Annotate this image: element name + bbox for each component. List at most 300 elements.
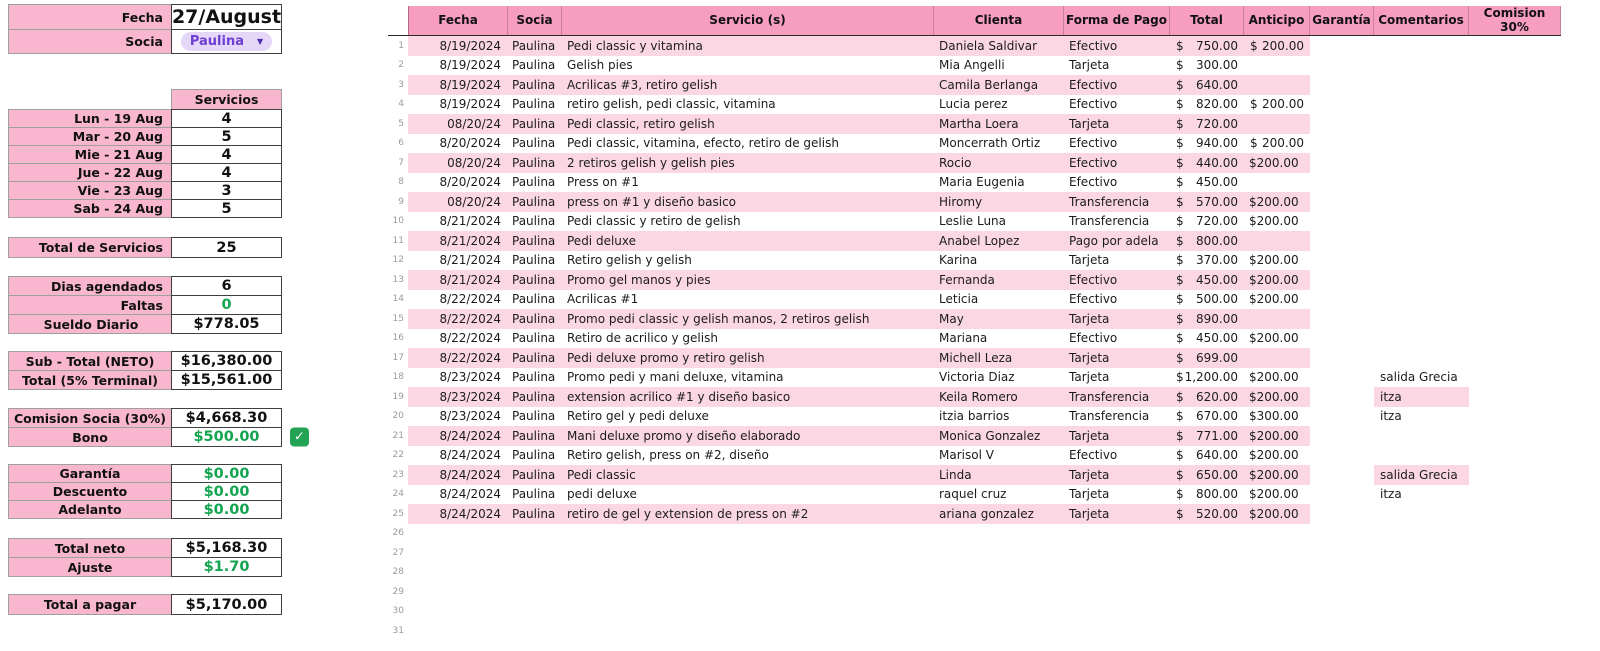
cell-fecha[interactable]: 08/20/24 xyxy=(408,114,508,134)
cell-servicio[interactable]: Pedi classic xyxy=(562,465,934,485)
cell-total[interactable] xyxy=(1170,153,1244,173)
row-number[interactable]: 4 xyxy=(398,99,404,110)
cell-garantia[interactable] xyxy=(1310,173,1374,193)
cell-forma-pago[interactable]: Efectivo xyxy=(1064,270,1170,290)
cell-forma-pago[interactable]: Efectivo xyxy=(1069,331,1118,346)
cell-forma-pago[interactable]: Tarjeta xyxy=(1064,426,1170,446)
cell-fecha[interactable]: 8/23/2024 xyxy=(439,409,501,424)
cell-clienta[interactable]: ariana gonzalez xyxy=(934,504,1064,524)
cell-servicio[interactable]: Retiro gelish, press on #2, diseño xyxy=(567,448,769,463)
row-number[interactable]: 22 xyxy=(392,450,404,461)
cell-socia[interactable]: Paulina xyxy=(508,309,562,329)
cell-fecha[interactable]: 8/21/2024 xyxy=(439,253,501,268)
cell-socia[interactable]: Paulina xyxy=(508,504,562,524)
descuento-value[interactable]: $0.00 xyxy=(171,482,282,501)
cell-forma-pago[interactable]: Transferencia xyxy=(1069,409,1150,424)
column-header-socia[interactable]: Socia xyxy=(508,6,562,35)
cell-forma-pago[interactable]: Pago por adela xyxy=(1064,231,1170,251)
cell-total[interactable] xyxy=(1170,446,1244,466)
cell-anticipo[interactable]: $200.00 xyxy=(1249,253,1299,268)
cell-forma-pago[interactable]: Transferencia xyxy=(1069,214,1150,229)
cell-comentarios[interactable] xyxy=(1374,329,1469,349)
cell-servicio[interactable]: Retiro de acrilico y gelish xyxy=(567,331,718,346)
cell-anticipo[interactable]: $200.00 xyxy=(1249,487,1299,502)
cell-clienta[interactable]: Anabel Lopez xyxy=(934,231,1064,251)
cell-forma-pago[interactable]: Efectivo xyxy=(1064,75,1170,95)
cell-forma-pago[interactable]: Efectivo xyxy=(1064,36,1170,56)
cell-servicio[interactable]: Pedi classic y vitamina xyxy=(562,36,934,56)
cell-socia[interactable]: Paulina xyxy=(512,175,556,190)
cell-anticipo[interactable] xyxy=(1244,114,1310,134)
cell-servicio[interactable]: Pedi deluxe promo y retiro gelish xyxy=(562,348,934,368)
cell-total[interactable] xyxy=(1170,485,1244,505)
total-5-terminal-label[interactable]: Total (5% Terminal) xyxy=(8,370,172,390)
cell-forma-pago[interactable]: Efectivo xyxy=(1069,292,1118,307)
cell-forma-pago[interactable]: Efectivo xyxy=(1069,175,1118,190)
cell-anticipo[interactable] xyxy=(1244,75,1310,95)
cell-garantia[interactable] xyxy=(1310,75,1374,95)
mar-20-aug-label[interactable]: Mar - 20 Aug xyxy=(8,127,172,146)
cell-total[interactable] xyxy=(1170,329,1244,349)
cell-clienta[interactable]: Michell Leza xyxy=(934,348,1064,368)
adelanto-value[interactable]: $0.00 xyxy=(171,500,282,519)
bono-value[interactable]: $500.00 xyxy=(171,427,282,447)
cell-garantia[interactable] xyxy=(1310,231,1374,251)
servicios-column-header[interactable]: Servicios xyxy=(171,89,282,110)
cell-comentarios[interactable] xyxy=(1374,173,1469,193)
fecha-value-cell[interactable]: 27/August xyxy=(171,6,282,28)
cell-forma-pago[interactable]: Tarjeta xyxy=(1069,370,1110,385)
row-number[interactable]: 26 xyxy=(392,528,404,539)
cell-comentarios[interactable] xyxy=(1374,348,1469,368)
cell-garantia[interactable] xyxy=(1310,212,1374,232)
cell-anticipo[interactable]: $200.00 xyxy=(1244,426,1310,446)
cell-clienta[interactable]: Monica Gonzalez xyxy=(934,426,1064,446)
cell-clienta[interactable]: Linda xyxy=(934,465,1064,485)
cell-servicio[interactable]: retiro de gel y extension de press on #2 xyxy=(562,504,934,524)
cell-socia[interactable]: Paulina xyxy=(512,136,556,151)
cell-forma-pago[interactable]: Efectivo xyxy=(1069,448,1118,463)
sub-total-neto-value[interactable]: $16,380.00 xyxy=(171,351,282,371)
cell-fecha[interactable]: 8/24/2024 xyxy=(439,448,501,463)
cell-comentarios[interactable]: salida Grecia xyxy=(1380,370,1458,385)
total-a-pagar-label[interactable]: Total a pagar xyxy=(8,594,172,615)
sab-24-aug-value[interactable]: 5 xyxy=(171,199,282,218)
jue-22-aug-value[interactable]: 4 xyxy=(171,163,282,182)
cell-anticipo[interactable] xyxy=(1244,348,1310,368)
cell-forma-pago[interactable]: Tarjeta xyxy=(1064,114,1170,134)
cell-comentarios[interactable] xyxy=(1374,153,1469,173)
cell-fecha[interactable]: 08/20/24 xyxy=(408,192,508,212)
cell-socia[interactable]: Paulina xyxy=(508,192,562,212)
cell-anticipo[interactable]: $200.00 xyxy=(1249,448,1299,463)
socia-cell[interactable] xyxy=(171,29,282,54)
cell-servicio[interactable]: Pedi deluxe xyxy=(562,231,934,251)
total-a-pagar-value[interactable]: $5,170.00 xyxy=(171,594,282,615)
dias-agendados-value[interactable]: 6 xyxy=(171,276,282,296)
cell-comentarios[interactable] xyxy=(1374,426,1469,446)
cell-garantia[interactable] xyxy=(1310,114,1374,134)
cell-servicio[interactable]: 2 retiros gelish y gelish pies xyxy=(562,153,934,173)
column-header-forma-de-pago[interactable]: Forma de Pago xyxy=(1064,6,1170,35)
row-number[interactable]: 29 xyxy=(392,586,404,597)
cell-comision[interactable] xyxy=(1469,290,1561,310)
cell-fecha[interactable]: 8/21/2024 xyxy=(408,231,508,251)
cell-garantia[interactable] xyxy=(1310,153,1374,173)
cell-forma-pago[interactable]: Transferencia xyxy=(1064,387,1170,407)
cell-socia[interactable]: Paulina xyxy=(508,465,562,485)
cell-comentarios[interactable] xyxy=(1374,504,1469,524)
cell-total[interactable] xyxy=(1170,75,1244,95)
cell-socia[interactable]: Paulina xyxy=(508,387,562,407)
cell-garantia[interactable] xyxy=(1310,348,1374,368)
cell-comentarios[interactable] xyxy=(1374,114,1469,134)
cell-comision[interactable] xyxy=(1469,329,1561,349)
column-header-clienta[interactable]: Clienta xyxy=(934,6,1064,35)
cell-total[interactable] xyxy=(1170,114,1244,134)
column-header-garant-a[interactable]: Garantía xyxy=(1310,6,1374,35)
cell-clienta[interactable]: Moncerrath Ortiz xyxy=(939,136,1041,151)
cell-comentarios[interactable] xyxy=(1374,75,1469,95)
cell-socia[interactable]: Paulina xyxy=(508,426,562,446)
bono-label[interactable]: Bono xyxy=(8,427,172,447)
cell-servicio[interactable]: Pedi classic, retiro gelish xyxy=(562,114,934,134)
cell-fecha[interactable]: 8/22/2024 xyxy=(408,348,508,368)
cell-comentarios[interactable] xyxy=(1374,134,1469,154)
cell-forma-pago[interactable]: Tarjeta xyxy=(1064,504,1170,524)
total-de-servicios-label[interactable]: Total de Servicios xyxy=(8,237,172,258)
cell-garantia[interactable] xyxy=(1310,56,1374,76)
cell-garantia[interactable] xyxy=(1310,192,1374,212)
cell-comentarios[interactable] xyxy=(1374,36,1469,56)
cell-anticipo[interactable] xyxy=(1244,173,1310,193)
ajuste-label[interactable]: Ajuste xyxy=(8,557,172,577)
cell-clienta[interactable]: Marisol V xyxy=(939,448,994,463)
comision-socia-30-label[interactable]: Comision Socia (30%) xyxy=(8,408,172,428)
cell-total[interactable] xyxy=(1170,36,1244,56)
column-header-fecha[interactable]: Fecha xyxy=(408,6,508,35)
row-number[interactable]: 11 xyxy=(392,235,404,246)
cell-fecha[interactable]: 8/22/2024 xyxy=(439,292,501,307)
row-number[interactable]: 14 xyxy=(392,294,404,305)
cell-clienta[interactable]: Rocio xyxy=(934,153,1064,173)
cell-servicio[interactable]: Promo pedi classic y gelish manos, 2 retiros gelish xyxy=(562,309,934,329)
cell-socia[interactable]: Paulina xyxy=(508,153,562,173)
cell-servicio[interactable]: Pedi classic y retiro de gelish xyxy=(567,214,741,229)
cell-comision[interactable] xyxy=(1469,504,1561,524)
cell-forma-pago[interactable]: Tarjeta xyxy=(1069,253,1110,268)
garant-a-label[interactable]: Garantía xyxy=(8,464,172,483)
cell-anticipo[interactable]: $200.00 xyxy=(1244,465,1310,485)
garant-a-value[interactable]: $0.00 xyxy=(171,464,282,483)
row-number[interactable]: 27 xyxy=(392,547,404,558)
cell-comision[interactable] xyxy=(1469,153,1561,173)
ajuste-value[interactable]: $1.70 xyxy=(171,557,282,577)
cell-clienta[interactable]: Fernanda xyxy=(934,270,1064,290)
row-number[interactable]: 21 xyxy=(392,430,404,441)
cell-comision[interactable] xyxy=(1469,407,1561,427)
cell-forma-pago[interactable]: Transferencia xyxy=(1064,192,1170,212)
row-number[interactable]: 16 xyxy=(392,333,404,344)
cell-comision[interactable] xyxy=(1469,348,1561,368)
cell-anticipo[interactable]: $300.00 xyxy=(1249,409,1299,424)
cell-total[interactable] xyxy=(1170,368,1244,388)
descuento-label[interactable]: Descuento xyxy=(8,482,172,501)
cell-comision[interactable] xyxy=(1469,134,1561,154)
cell-garantia[interactable] xyxy=(1310,309,1374,329)
faltas-label[interactable]: Faltas xyxy=(8,295,172,315)
sueldo-diario-label[interactable]: Sueldo Diario xyxy=(8,314,172,334)
cell-total[interactable] xyxy=(1170,56,1244,76)
cell-comentarios[interactable] xyxy=(1374,309,1469,329)
row-number[interactable]: 1 xyxy=(398,40,404,51)
row-number[interactable]: 30 xyxy=(392,606,404,617)
cell-clienta[interactable]: Karina xyxy=(939,253,978,268)
mie-21-aug-label[interactable]: Mie - 21 Aug xyxy=(8,145,172,164)
cell-socia[interactable]: Paulina xyxy=(508,231,562,251)
cell-clienta[interactable]: Daniela Saldivar xyxy=(934,36,1064,56)
total-neto-label[interactable]: Total neto xyxy=(8,538,172,558)
jue-22-aug-label[interactable]: Jue - 22 Aug xyxy=(8,163,172,182)
cell-garantia[interactable] xyxy=(1310,426,1374,446)
cell-total[interactable] xyxy=(1170,387,1244,407)
cell-socia[interactable]: Paulina xyxy=(508,114,562,134)
cell-comentarios[interactable] xyxy=(1374,270,1469,290)
cell-comision[interactable] xyxy=(1469,95,1561,115)
cell-anticipo[interactable] xyxy=(1244,95,1310,115)
cell-clienta[interactable]: Keila Romero xyxy=(934,387,1064,407)
cell-comision[interactable] xyxy=(1469,173,1561,193)
row-number[interactable]: 15 xyxy=(392,313,404,324)
cell-garantia[interactable] xyxy=(1310,251,1374,271)
cell-socia[interactable]: Paulina xyxy=(512,331,556,346)
cell-comision[interactable] xyxy=(1469,387,1561,407)
row-number[interactable]: 13 xyxy=(392,274,404,285)
row-number[interactable]: 8 xyxy=(398,177,404,188)
cell-socia[interactable]: Paulina xyxy=(512,253,556,268)
cell-comision[interactable] xyxy=(1469,446,1561,466)
cell-comision[interactable] xyxy=(1469,465,1561,485)
cell-anticipo[interactable]: $200.00 xyxy=(1249,292,1299,307)
dias-agendados-label[interactable]: Dias agendados xyxy=(8,276,172,296)
cell-fecha[interactable]: 8/19/2024 xyxy=(408,36,508,56)
row-number[interactable]: 2 xyxy=(398,60,404,71)
cell-socia[interactable]: Paulina xyxy=(512,370,556,385)
cell-fecha[interactable]: 8/23/2024 xyxy=(408,387,508,407)
cell-servicio[interactable]: press on #1 y diseño basico xyxy=(562,192,934,212)
cell-comentarios[interactable]: itza xyxy=(1374,387,1469,407)
row-number[interactable]: 23 xyxy=(392,469,404,480)
cell-total[interactable] xyxy=(1170,426,1244,446)
cell-garantia[interactable] xyxy=(1310,95,1374,115)
cell-fecha[interactable]: 8/19/2024 xyxy=(439,58,501,73)
row-number[interactable]: 3 xyxy=(398,79,404,90)
cell-clienta[interactable]: itzia barrios xyxy=(939,409,1010,424)
cell-fecha[interactable]: 08/20/24 xyxy=(408,153,508,173)
cell-anticipo[interactable]: $200.00 xyxy=(1244,153,1310,173)
cell-forma-pago[interactable]: Tarjeta xyxy=(1069,58,1110,73)
cell-comentarios[interactable] xyxy=(1374,290,1469,310)
cell-servicio[interactable]: Promo gel manos y pies xyxy=(562,270,934,290)
row-number[interactable]: 7 xyxy=(398,157,404,168)
cell-comentarios[interactable]: itza xyxy=(1380,487,1402,502)
cell-fecha[interactable]: 8/24/2024 xyxy=(408,426,508,446)
cell-comision[interactable] xyxy=(1469,368,1561,388)
vie-23-aug-value[interactable]: 3 xyxy=(171,181,282,200)
cell-clienta[interactable]: raquel cruz xyxy=(939,487,1007,502)
row-number[interactable]: 5 xyxy=(398,118,404,129)
cell-servicio[interactable]: Acrilicas #1 xyxy=(567,292,639,307)
cell-total[interactable] xyxy=(1170,212,1244,232)
cell-comentarios[interactable] xyxy=(1374,212,1469,232)
cell-comision[interactable] xyxy=(1469,251,1561,271)
cell-garantia[interactable] xyxy=(1310,290,1374,310)
cell-total[interactable] xyxy=(1170,309,1244,329)
cell-total[interactable] xyxy=(1170,504,1244,524)
cell-comision[interactable] xyxy=(1469,485,1561,505)
cell-fecha[interactable]: 8/21/2024 xyxy=(408,270,508,290)
row-number[interactable]: 17 xyxy=(392,352,404,363)
cell-comision[interactable] xyxy=(1469,56,1561,76)
cell-garantia[interactable] xyxy=(1310,36,1374,56)
cell-fecha[interactable]: 8/22/2024 xyxy=(408,309,508,329)
adelanto-label[interactable]: Adelanto xyxy=(8,500,172,519)
sub-total-neto-label[interactable]: Sub - Total (NETO) xyxy=(8,351,172,371)
total-de-servicios-value[interactable]: 25 xyxy=(171,237,282,258)
cell-anticipo[interactable] xyxy=(1244,36,1310,56)
cell-anticipo[interactable]: $200.00 xyxy=(1244,387,1310,407)
cell-clienta[interactable]: Leticia xyxy=(939,292,979,307)
row-number[interactable]: 20 xyxy=(392,411,404,422)
cell-anticipo[interactable] xyxy=(1244,309,1310,329)
cell-anticipo[interactable] xyxy=(1244,134,1310,154)
cell-servicio[interactable]: Pedi classic, vitamina, efecto, retiro de gelish xyxy=(567,136,839,151)
column-header-comentarios[interactable]: Comentarios xyxy=(1374,6,1469,35)
cell-comentarios[interactable] xyxy=(1374,95,1469,115)
cell-servicio[interactable]: Retiro gelish y gelish xyxy=(567,253,692,268)
cell-fecha[interactable]: 8/23/2024 xyxy=(439,370,501,385)
cell-comision[interactable] xyxy=(1469,309,1561,329)
cell-total[interactable] xyxy=(1170,407,1244,427)
row-number[interactable]: 9 xyxy=(398,196,404,207)
cell-anticipo[interactable] xyxy=(1244,231,1310,251)
cell-socia[interactable]: Paulina xyxy=(512,448,556,463)
socia-dropdown[interactable] xyxy=(181,32,272,51)
cell-forma-pago[interactable]: Tarjeta xyxy=(1064,348,1170,368)
sueldo-diario-value[interactable]: $778.05 xyxy=(171,314,282,334)
cell-forma-pago[interactable]: Efectivo xyxy=(1069,136,1118,151)
cell-anticipo[interactable]: $200.00 xyxy=(1244,504,1310,524)
row-number[interactable]: 31 xyxy=(392,625,404,636)
cell-total[interactable] xyxy=(1170,348,1244,368)
cell-comision[interactable] xyxy=(1469,114,1561,134)
cell-forma-pago[interactable]: Tarjeta xyxy=(1064,309,1170,329)
cell-clienta[interactable]: Martha Loera xyxy=(934,114,1064,134)
row-number[interactable]: 24 xyxy=(392,489,404,500)
cell-clienta[interactable]: Camila Berlanga xyxy=(934,75,1064,95)
cell-comision[interactable] xyxy=(1469,192,1561,212)
row-number[interactable]: 18 xyxy=(392,372,404,383)
cell-forma-pago[interactable]: Efectivo xyxy=(1069,97,1118,112)
cell-total[interactable] xyxy=(1170,95,1244,115)
cell-fecha[interactable]: 8/22/2024 xyxy=(439,331,501,346)
column-header-anticipo[interactable]: Anticipo xyxy=(1244,6,1310,35)
cell-comentarios[interactable]: salida Grecia xyxy=(1374,465,1469,485)
cell-anticipo[interactable]: $200.00 xyxy=(1249,214,1299,229)
cell-fecha[interactable]: 8/24/2024 xyxy=(439,487,501,502)
cell-socia[interactable]: Paulina xyxy=(512,97,556,112)
column-header-total[interactable]: Total xyxy=(1170,6,1244,35)
socia-label[interactable]: Socia xyxy=(8,29,172,54)
sab-24-aug-label[interactable]: Sab - 24 Aug xyxy=(8,199,172,218)
cell-socia[interactable]: Paulina xyxy=(512,292,556,307)
cell-clienta[interactable]: May xyxy=(934,309,1064,329)
total-neto-value[interactable]: $5,168.30 xyxy=(171,538,282,558)
cell-fecha[interactable]: 8/24/2024 xyxy=(408,465,508,485)
cell-garantia[interactable] xyxy=(1310,485,1374,505)
cell-servicio[interactable]: Retiro gel y pedi deluxe xyxy=(567,409,709,424)
cell-anticipo[interactable]: $200.00 xyxy=(1244,192,1310,212)
cell-socia[interactable]: Paulina xyxy=(512,487,556,502)
mar-20-aug-value[interactable]: 5 xyxy=(171,127,282,146)
cell-servicio[interactable]: retiro gelish, pedi classic, vitamina xyxy=(567,97,776,112)
mie-21-aug-value[interactable]: 4 xyxy=(171,145,282,164)
cell-total[interactable] xyxy=(1170,192,1244,212)
cell-total[interactable] xyxy=(1170,465,1244,485)
cell-comentarios[interactable] xyxy=(1374,446,1469,466)
row-number[interactable]: 6 xyxy=(398,138,404,149)
cell-clienta[interactable]: Hiromy xyxy=(934,192,1064,212)
cell-anticipo[interactable]: $200.00 xyxy=(1249,331,1299,346)
cell-servicio[interactable]: pedi deluxe xyxy=(567,487,637,502)
cell-garantia[interactable] xyxy=(1310,504,1374,524)
row-number[interactable]: 10 xyxy=(392,216,404,227)
cell-total[interactable] xyxy=(1170,134,1244,154)
cell-garantia[interactable] xyxy=(1310,270,1374,290)
row-number[interactable]: 12 xyxy=(392,255,404,266)
cell-clienta[interactable]: Victoria Diaz xyxy=(939,370,1015,385)
cell-forma-pago[interactable]: Tarjeta xyxy=(1064,465,1170,485)
row-number[interactable]: 19 xyxy=(392,391,404,402)
cell-garantia[interactable] xyxy=(1310,134,1374,154)
cell-servicio[interactable]: Acrilicas #3, retiro gelish xyxy=(562,75,934,95)
cell-garantia[interactable] xyxy=(1310,446,1374,466)
cell-comision[interactable] xyxy=(1469,212,1561,232)
cell-anticipo[interactable]: $200.00 xyxy=(1244,270,1310,290)
faltas-value[interactable]: 0 xyxy=(171,295,282,315)
cell-comentarios[interactable] xyxy=(1374,192,1469,212)
cell-comentarios[interactable] xyxy=(1374,251,1469,271)
cell-fecha[interactable]: 8/19/2024 xyxy=(439,97,501,112)
total-5-terminal-value[interactable]: $15,561.00 xyxy=(171,370,282,390)
cell-socia[interactable]: Paulina xyxy=(512,214,556,229)
cell-garantia[interactable] xyxy=(1310,407,1374,427)
cell-anticipo[interactable] xyxy=(1244,56,1310,76)
bono-checkbox[interactable]: ✓ xyxy=(290,428,309,447)
cell-garantia[interactable] xyxy=(1310,329,1374,349)
cell-total[interactable] xyxy=(1170,173,1244,193)
cell-total[interactable] xyxy=(1170,270,1244,290)
cell-comentarios[interactable]: itza xyxy=(1380,409,1402,424)
column-header-comision-30[interactable]: Comision 30% xyxy=(1469,6,1561,35)
cell-socia[interactable]: Paulina xyxy=(508,75,562,95)
cell-anticipo[interactable]: $200.00 xyxy=(1249,370,1299,385)
cell-total[interactable] xyxy=(1170,290,1244,310)
cell-servicio[interactable]: extension acrilico #1 y diseño basico xyxy=(562,387,934,407)
cell-fecha[interactable]: 8/20/2024 xyxy=(439,175,501,190)
lun-19-aug-value[interactable]: 4 xyxy=(171,109,282,128)
cell-comentarios[interactable] xyxy=(1374,231,1469,251)
